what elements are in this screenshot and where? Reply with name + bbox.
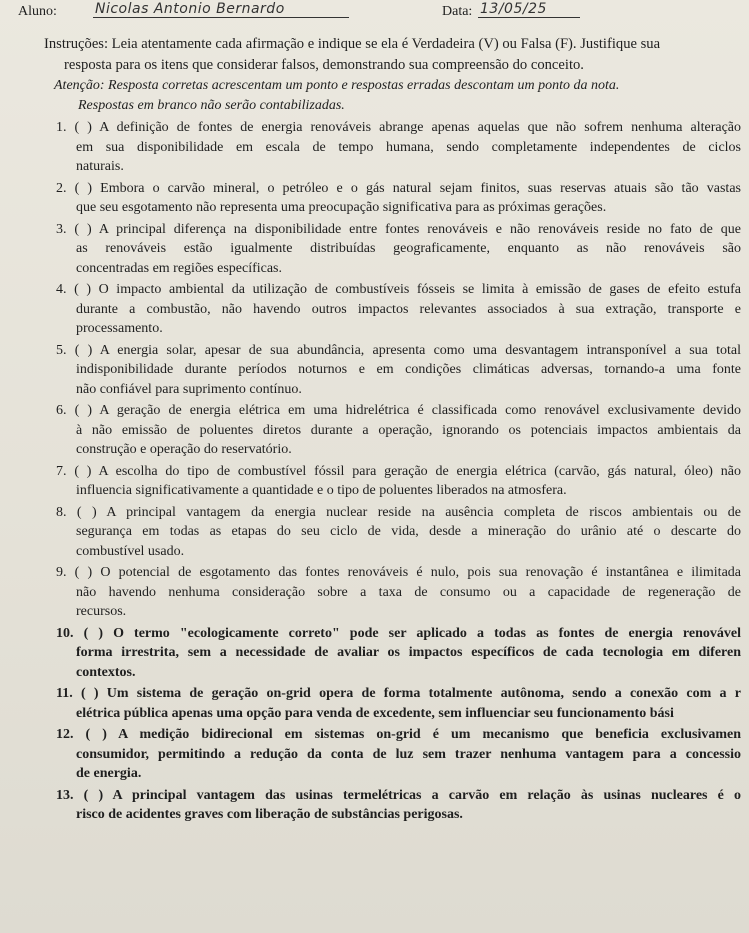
question-item: [10, 684, 741, 723]
question-line-continuation: concentradas em regiões específicas.: [76, 260, 283, 276]
question-item: [10, 341, 741, 400]
question-line-continuation: construção e operação do reservatório.: [76, 442, 292, 457]
question-line-continuation: combustível usado.: [76, 543, 185, 559]
question-line-continuation: não havendo nenhuma consideração sobre a taxa de consumo ou a capacidade de regeneração de: [76, 584, 741, 600]
question-item: [10, 725, 741, 784]
attention-line-2: Respostas em branco não serão contabilizadas.: [78, 98, 345, 113]
data-label: Data:: [442, 4, 473, 19]
question-item: [10, 624, 741, 683]
question-line-continuation: indisponibilidade durante períodos noturnos e em condições climáticas adversas, tornando-a uma fonte: [76, 362, 741, 377]
question-item: [10, 280, 741, 339]
data-value: 13/05/25: [478, 1, 580, 18]
question-line-continuation: processamento.: [76, 321, 163, 336]
question-line-continuation: que seu esgotamento não representa uma preocupação significativa para as próximas gerações.: [76, 200, 607, 215]
question-item: [10, 179, 741, 218]
question-line-first: 6. ( ) A geração de energia elétrica em uma hidrelétrica é classificada como renovável exclusivamente devido: [56, 403, 741, 418]
question-item: [10, 220, 741, 279]
question-item: [10, 786, 741, 825]
question-line-first: 11. ( ) Um sistema de geração on-grid opera de forma totalmente autônoma, sendo a conexão com a r: [56, 686, 741, 701]
question-line-continuation: elétrica pública apenas uma opção para venda de excedente, sem influenciar seu funcionamento bási: [76, 705, 674, 721]
aluno-value: Nicolas Antonio Bernardo: [93, 1, 349, 18]
question-item: [10, 563, 741, 622]
question-item: [10, 503, 741, 562]
question-line-continuation: naturais.: [76, 159, 124, 174]
question-line-continuation: não confiável para suprimento contínuo.: [76, 381, 302, 397]
question-list: [10, 118, 741, 825]
question-line-first: 1. ( ) A definição de fontes de energia renováveis abrange apenas aquelas que não sofrem nenhuma alteração: [56, 120, 741, 135]
instructions-line-2: resposta para os itens que considerar falsos, demonstrando sua compreensão do conceito.: [64, 57, 584, 73]
instructions-line-1: Instruções: Leia atentamente cada afirmação e indique se ela é Verdadeira (V) ou Falsa (F). Justifique sua: [44, 36, 661, 52]
question-line-first: 13. ( ) A principal vantagem das usinas termelétricas a carvão em relação às usinas nucleares é o: [56, 787, 741, 803]
question-line-continuation: recursos.: [76, 604, 127, 619]
header: [10, 1, 741, 28]
attention-note: [54, 76, 741, 116]
question-line-continuation: influencia significativamente a quantidade e o tipo de poluentes liberados na atmosfera.: [76, 483, 567, 498]
question-line-first: 5. ( ) A energia solar, apesar de sua abundância, apresenta como uma desvantagem intransponível a sua total: [56, 342, 741, 358]
question-line-first: 3. ( ) A principal diferença na disponibilidade entre fontes renováveis e não renováveis reside no fato de que: [56, 221, 741, 237]
instructions: [44, 34, 741, 76]
question-line-continuation: as renováveis estão igualmente distribuídas geograficamente, enquanto as não renováveis são: [76, 241, 741, 256]
question-line-first: 9. ( ) O potencial de esgotamento das fontes renováveis é nulo, pois sua renovação é instantânea e ilimitada: [56, 565, 741, 580]
question-item: [10, 401, 741, 460]
question-line-first: 7. ( ) A escolha do tipo de combustível fóssil para geração de energia elétrica (carvão, gás natural, óleo) não: [56, 463, 741, 479]
question-line-first: 10. ( ) O termo "ecologicamente correto" pode ser aplicado a todas as fontes de energia renovável: [56, 625, 741, 641]
question-line-continuation: contextos.: [76, 664, 136, 680]
attention-line-1: Atenção: Resposta corretas acrescentam um ponto e respostas erradas descontam um ponto da nota.: [54, 78, 620, 93]
question-line-continuation: à não emissão de poluentes diretos durante a operação, ignorando os potenciais impactos ambientais da: [76, 422, 741, 438]
question-line-first: 2. ( ) Embora o carvão mineral, o petróleo e o gás natural sejam finitos, suas reservas atuais são tão vastas: [56, 180, 741, 196]
question-line-first: 12. ( ) A medição bidirecional em sistemas on-grid é um mecanismo que beneficia exclusivamen: [56, 727, 741, 742]
question-line-continuation: risco de acidentes graves com liberação de substâncias perigosas.: [76, 807, 463, 822]
question-line-continuation: em sua disponibilidade em escala de tempo humana, sendo completamente independentes de ciclos: [76, 139, 741, 155]
question-line-continuation: consumidor, permitindo a redução da conta de luz sem trazer nenhuma vantagem para a concessio: [76, 746, 741, 762]
aluno-label: Aluno:: [18, 4, 57, 19]
question-line-continuation: de energia.: [76, 766, 142, 781]
question-item: [10, 462, 741, 501]
question-line-first: 8. ( ) A principal vantagem da energia nuclear reside na ausência completa de riscos ambientais ou de: [56, 504, 741, 520]
question-line-continuation: durante a combustão, não havendo outros impactos relevantes associados à sua extração, transporte e: [76, 301, 741, 317]
question-line-first: 4. ( ) O impacto ambiental da utilização de combustíveis fósseis se limita à emissão de gases de efeito estufa: [56, 282, 741, 297]
question-item: [10, 118, 741, 177]
question-line-continuation: segurança em todas as etapas do seu ciclo de vida, desde a mineração do urânio até o descarte do: [76, 524, 741, 539]
question-line-continuation: forma irrestrita, sem a necessidade de avaliar os impactos específicos de cada tecnologia em diferen: [76, 645, 741, 660]
